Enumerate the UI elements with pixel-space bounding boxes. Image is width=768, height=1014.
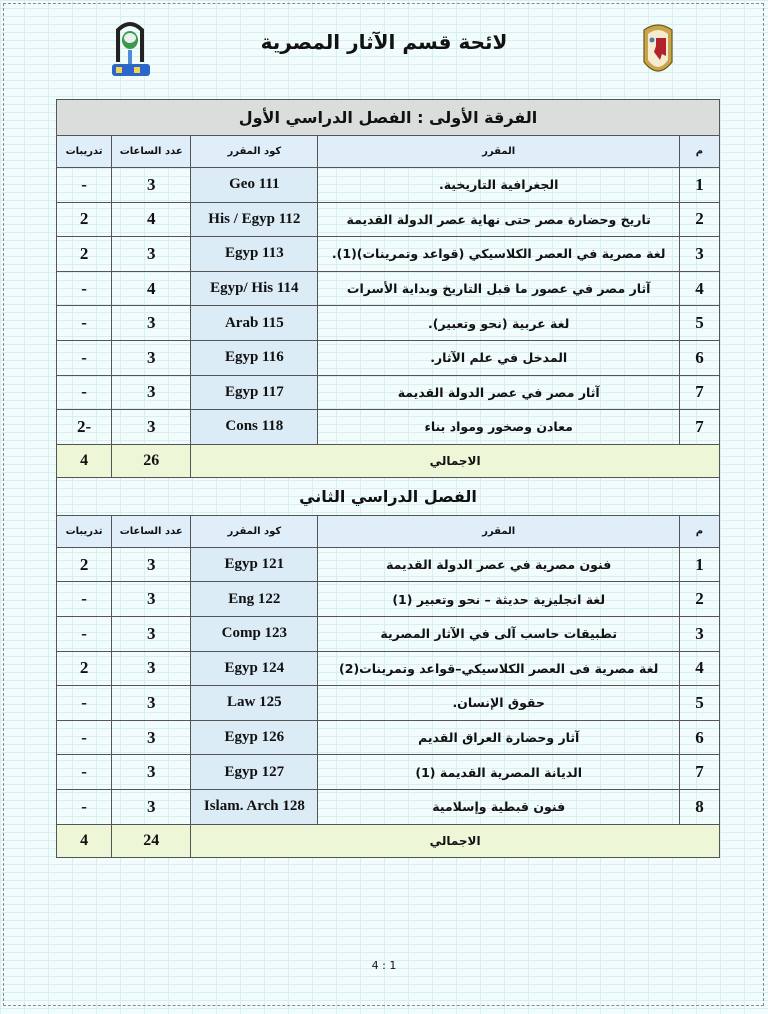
total-hours: 24 [112,824,191,857]
university-seal-logo [640,22,676,78]
course-training: - [57,271,112,306]
course-row [57,547,720,582]
course-hours: 3 [112,582,191,617]
course-code: Cons 118 [191,410,318,445]
course-training: 2 [57,651,112,686]
row-number: 2 [679,582,719,617]
course-hours: 4 [112,271,191,306]
course-code: Arab 115 [191,306,318,341]
course-hours: 3 [112,686,191,721]
course-name: تاريخ وحضارة مصر حتى نهاية عصر الدولة القديمة [318,202,680,237]
course-code: Egyp 121 [191,547,318,582]
header-num: م [679,515,719,547]
course-code: Law 125 [191,686,318,721]
column-header-row [57,136,720,168]
course-row [57,616,720,651]
course-row [57,237,720,272]
faculty-logo [104,18,156,80]
course-name: آثار مصر في عصور ما قبل التاريخ وبداية الأسرات [318,271,680,306]
course-row [57,202,720,237]
course-name: معادن وصخور ومواد بناء [318,410,680,445]
row-number: 5 [679,306,719,341]
course-code: Egyp 113 [191,237,318,272]
course-name: آثار وحضارة العراق القديم [318,720,680,755]
header-num: م [679,136,719,168]
course-hours: 3 [112,375,191,410]
semester-title: الفصل الدراسي الثاني [57,477,720,515]
course-training: 2 [57,547,112,582]
header-code: كود المقرر [191,515,318,547]
course-training: - [57,686,112,721]
row-number: 1 [679,168,719,203]
course-row [57,410,720,445]
row-number: 4 [679,651,719,686]
course-hours: 3 [112,616,191,651]
course-name: آثار مصر في عصر الدولة القديمة [318,375,680,410]
course-training: - [57,306,112,341]
row-number: 2 [679,202,719,237]
course-name: لغة انجليزية حديثة – نحو وتعبير (1) [318,582,680,617]
row-number: 3 [679,237,719,272]
total-training: 4 [57,824,112,857]
course-name: فنون مصرية في عصر الدولة القديمة [318,547,680,582]
row-number: 7 [679,755,719,790]
course-row [57,271,720,306]
course-training: - [57,720,112,755]
course-row [57,720,720,755]
course-training: - [57,789,112,824]
course-code: Geo 111 [191,168,318,203]
course-hours: 3 [112,755,191,790]
row-number: 6 [679,720,719,755]
semester-title-row [57,477,720,515]
course-code: Eng 122 [191,582,318,617]
row-number: 1 [679,547,719,582]
course-code: Egyp 126 [191,720,318,755]
course-training: - [57,168,112,203]
course-code: Egyp 116 [191,340,318,375]
row-number: 7 [679,410,719,445]
course-row [57,168,720,203]
course-training: - [57,340,112,375]
course-hours: 3 [112,789,191,824]
course-name: الجغرافية التاريخية. [318,168,680,203]
course-name: حقوق الإنسان. [318,686,680,721]
header-hours: عدد الساعات [112,515,191,547]
page-title: لائحة قسم الآثار المصرية [260,30,508,54]
course-code: Egyp/ His 114 [191,271,318,306]
course-name: المدخل في علم الآثار. [318,340,680,375]
course-hours: 3 [112,306,191,341]
course-training: - [57,375,112,410]
course-name: تطبيقات حاسب آلى في الآثار المصرية [318,616,680,651]
course-hours: 3 [112,651,191,686]
course-training: - [57,755,112,790]
course-code: Comp 123 [191,616,318,651]
row-number: 7 [679,375,719,410]
course-training: - [57,616,112,651]
row-number: 3 [679,616,719,651]
header-course: المقرر [318,136,680,168]
row-number: 6 [679,340,719,375]
header-course: المقرر [318,515,680,547]
course-row [57,789,720,824]
course-training: - [57,582,112,617]
course-training: 2 [57,202,112,237]
row-number: 5 [679,686,719,721]
header-training: تدريبات [57,136,112,168]
total-row [57,444,720,477]
course-training: 2 [57,237,112,272]
header-hours: عدد الساعات [112,136,191,168]
course-hours: 3 [112,547,191,582]
course-hours: 3 [112,237,191,272]
course-training: -2 [57,410,112,445]
course-row [57,306,720,341]
course-name: الديانة المصرية القديمة (1) [318,755,680,790]
course-row [57,582,720,617]
total-training: 4 [57,444,112,477]
course-row [57,755,720,790]
course-row [57,651,720,686]
page-number: 4 : 1 [371,959,397,972]
course-row [57,375,720,410]
total-label: الاجمالي [191,824,720,857]
course-row [57,340,720,375]
semester-title-row [57,100,720,136]
course-name: فنون قبطية وإسلامية [318,789,680,824]
course-code: Egyp 117 [191,375,318,410]
course-code: Islam. Arch 128 [191,789,318,824]
course-hours: 3 [112,410,191,445]
course-code: His / Egyp 112 [191,202,318,237]
semester-title: الفرقة الأولى : الفصل الدراسي الأول [57,100,720,136]
course-name: لغة عربية (نحو وتعبير). [318,306,680,341]
total-hours: 26 [112,444,191,477]
course-schedule-table [56,99,720,858]
course-name: لغة مصرية فى العصر الكلاسيكي–قواعد وتمرينات(2) [318,651,680,686]
course-code: Egyp 127 [191,755,318,790]
course-code: Egyp 124 [191,651,318,686]
row-number: 4 [679,271,719,306]
course-name: لغة مصرية في العصر الكلاسيكي (قواعد وتمرينات)(1). [318,237,680,272]
total-row [57,824,720,857]
course-hours: 3 [112,340,191,375]
header-training: تدريبات [57,515,112,547]
header-code: كود المقرر [191,136,318,168]
course-hours: 3 [112,720,191,755]
total-label: الاجمالي [191,444,720,477]
course-hours: 3 [112,168,191,203]
course-hours: 4 [112,202,191,237]
column-header-row [57,515,720,547]
course-row [57,686,720,721]
row-number: 8 [679,789,719,824]
